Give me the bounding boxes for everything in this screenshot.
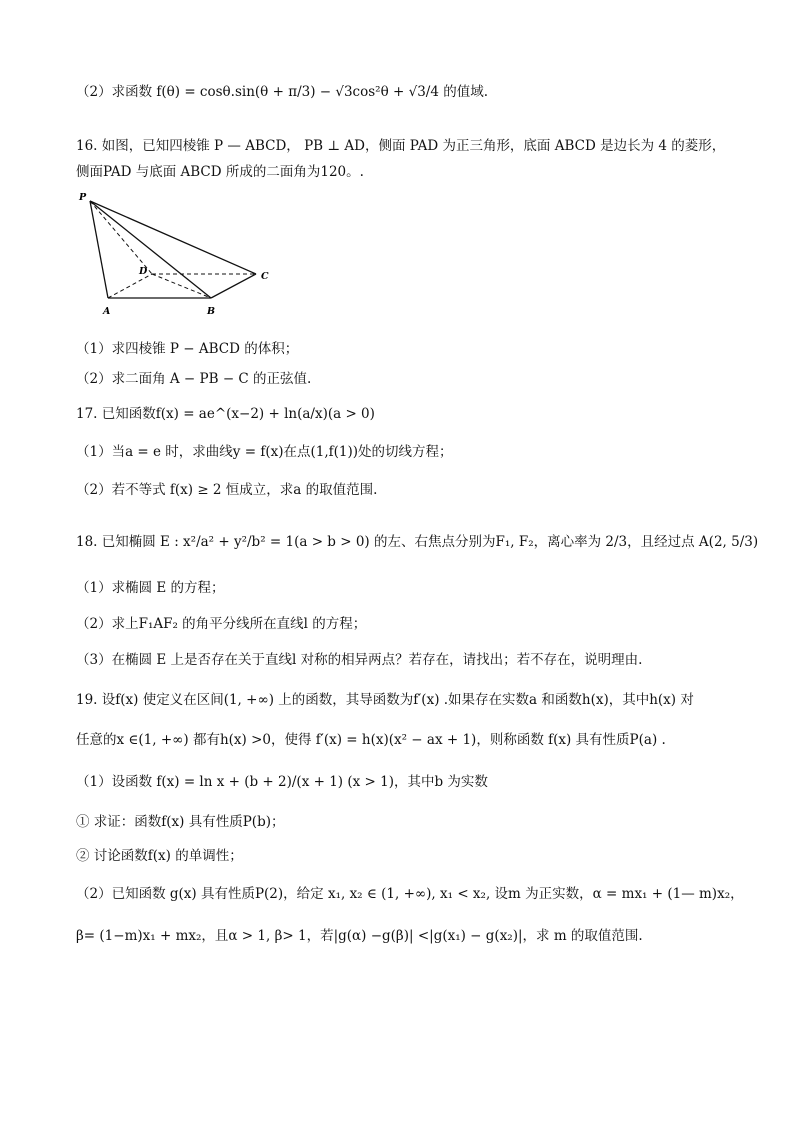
label-c: C xyxy=(261,271,269,282)
question-16-text-2: 侧面PAD 与底面 ABCD 所成的二面角为120。. xyxy=(76,164,364,180)
question-19-text-1: 19. 设f(x) 使定义在区间(1, +∞) 上的函数，其导函数为f′(x) .如果存在实数a 和函数h(x)，其中h(x) 对 xyxy=(76,692,694,708)
question-16-part-1: （1）求四棱锥 P − ABCD 的体积； xyxy=(76,341,299,357)
question-17-part-2: （2）若不等式 f(x) ≥ 2 恒成立，求a 的取值范围. xyxy=(76,482,378,498)
question-19-text-2: 任意的x ∈(1, +∞) 都有h(x) >0，使得 f′(x) = h(x)(x² − ax + 1)，则称函数 f(x) 具有性质P(a) . xyxy=(76,732,666,748)
label-a: A xyxy=(103,306,111,317)
question-18-part-1: （1）求椭圆 E 的方程； xyxy=(76,580,225,596)
question-19-part-1-i: ① 求证：函数f(x) 具有性质P(b)； xyxy=(76,814,285,830)
question-17-text: 17. 已知函数f(x) = ae^(x−2) + ln(a/x)(a > 0) xyxy=(76,406,375,422)
question-19-part-1-ii: ② 讨论函数f(x) 的单调性； xyxy=(76,848,243,864)
question-16-text-1: 16. 如图，已知四棱锥 P — ABCD， PB ⊥ AD，侧面 PAD 为正三角形，底面 ABCD 是边长为 4 的菱形， xyxy=(76,138,726,154)
question-18-part-3: （3）在椭圆 E 上是否存在关于直线l 对称的相异两点？若存在，请找出；若不存在，说明理由. xyxy=(76,652,643,668)
label-p: P xyxy=(79,192,87,203)
question-17-part-1: （1）当a = e 时，求曲线y = f(x)在点(1,f(1))处的切线方程； xyxy=(76,444,453,460)
label-b: B xyxy=(207,306,216,317)
pyramid-figure xyxy=(70,188,280,318)
question-19-part-2-a: （2）已知函数 g(x) 具有性质P(2)，给定 x₁, x₂ ∈ (1, +∞), x₁ < x₂, 设m 为正实数，α = mx₁ + (1— m)x₂， xyxy=(76,886,744,902)
question-18-text: 18. 已知椭圆 E : x²/a² + y²/b² = 1(a > b > 0) 的左、右焦点分别为F₁, F₂，离心率为 2/3，且经过点 A(2, 5/3) xyxy=(76,534,759,550)
question-19-part-2-b: β= (1−m)x₁ + mx₂，且α > 1, β> 1，若|g(α) −g(β)| <|g(x₁) − g(x₂)|，求 m 的取值范围. xyxy=(76,928,643,944)
question-19-part-1: （1）设函数 f(x) = ln x + (b + 2)/(x + 1) (x > 1)，其中b 为实数 xyxy=(76,774,488,790)
question-16-part-2: （2）求二面角 A − PB − C 的正弦值. xyxy=(76,371,312,387)
question-15-part-2: （2）求函数 f(θ) = cosθ.sin(θ + π/3) − √3cos²θ + √3/4 的值域. xyxy=(76,84,489,100)
question-18-part-2: （2）求上F₁AF₂ 的角平分线所在直线l 的方程； xyxy=(76,616,367,632)
label-d: D xyxy=(139,266,148,277)
